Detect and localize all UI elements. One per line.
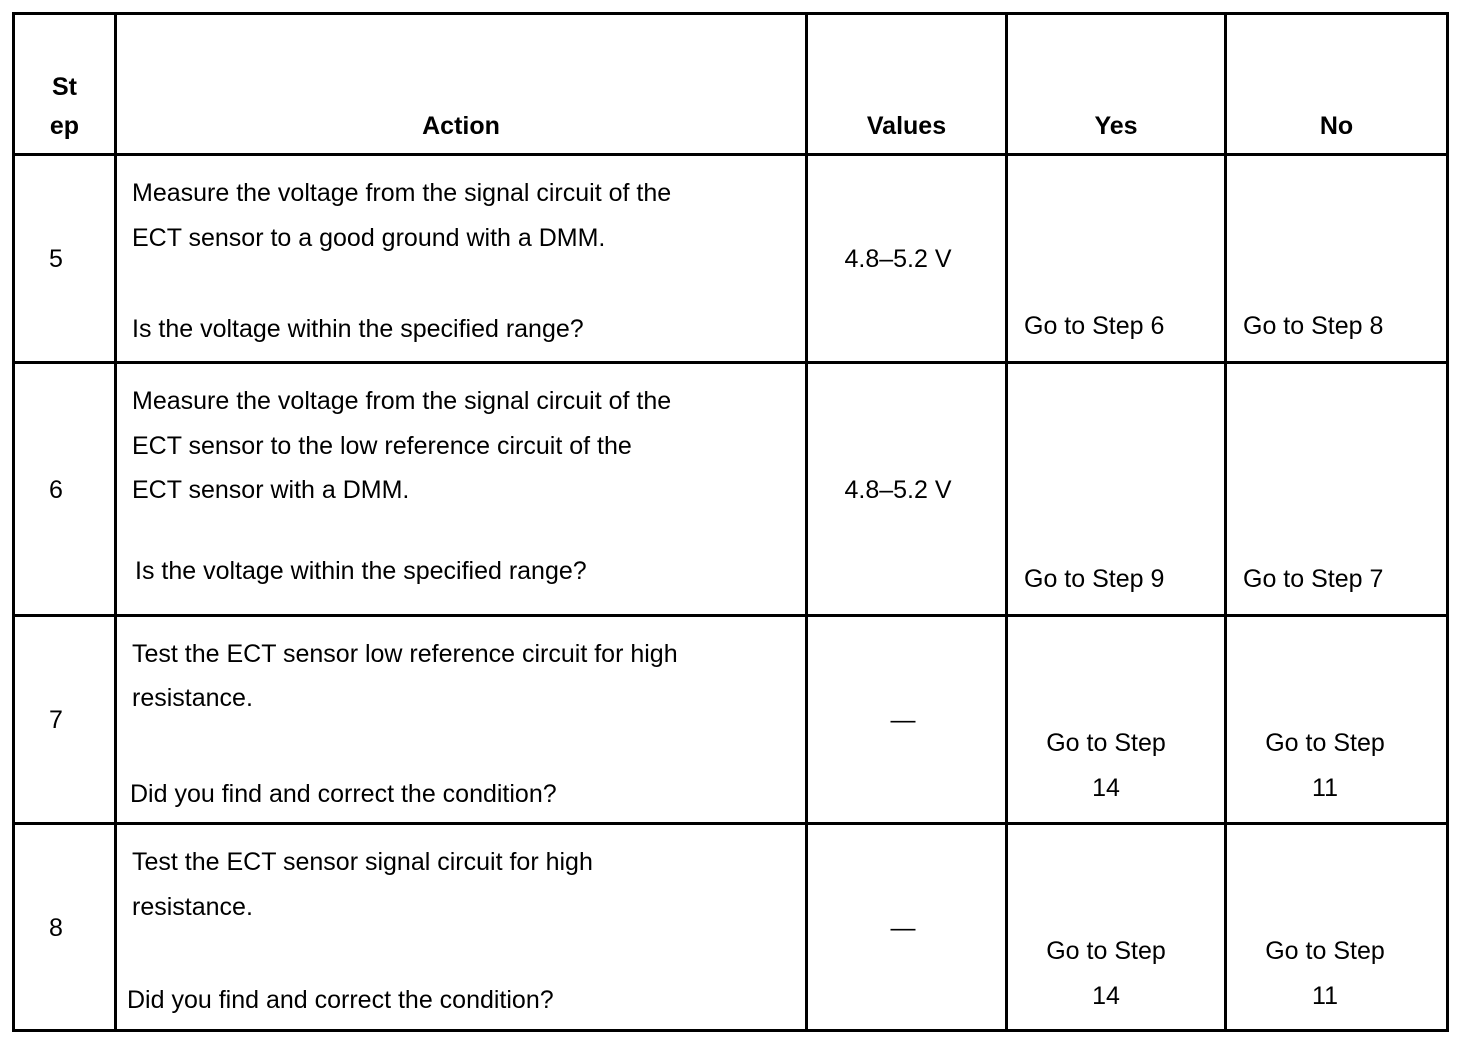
- row-5-action-line1: Measure the voltage from the signal circuit of the: [132, 179, 672, 207]
- row-5-action-line2: ECT sensor to a good ground with a DMM.: [132, 224, 606, 252]
- row-6-step: 6: [49, 476, 63, 504]
- row-8-action-line1: Test the ECT sensor signal circuit for high: [132, 848, 593, 876]
- row-5-value: 4.8–5.2 V: [844, 245, 952, 273]
- row-divider-6-7: [12, 614, 1449, 617]
- row-7-no-line2: 11: [1312, 774, 1338, 802]
- row-8-question: Did you find and correct the condition?: [127, 986, 554, 1014]
- header-no: No: [1319, 112, 1354, 140]
- column-divider-values-yes: [1005, 12, 1008, 1032]
- row-7-action-line2: resistance.: [132, 684, 253, 712]
- row-7-no-line1: Go to Step: [1265, 729, 1385, 757]
- row-8-no-line1: Go to Step: [1265, 937, 1385, 965]
- row-5-question: Is the voltage within the specified range?: [132, 315, 584, 343]
- row-5-yes: Go to Step 6: [1024, 312, 1165, 340]
- header-step-line2: ep: [49, 112, 80, 140]
- row-8-no-line2: 11: [1312, 982, 1338, 1010]
- row-8-yes-line2: 14: [1092, 982, 1120, 1010]
- table-border-bottom: [12, 1029, 1449, 1032]
- row-6-no: Go to Step 7: [1243, 565, 1384, 593]
- row-7-value-dash: —: [890, 706, 916, 734]
- column-divider-action-values: [805, 12, 808, 1032]
- header-values: Values: [866, 112, 947, 140]
- row-5-step: 5: [49, 245, 63, 273]
- row-8-value-dash: —: [890, 914, 916, 942]
- row-6-yes: Go to Step 9: [1024, 565, 1165, 593]
- column-divider-yes-no: [1224, 12, 1227, 1032]
- row-5-no: Go to Step 8: [1243, 312, 1384, 340]
- table-border-left: [12, 12, 15, 1032]
- column-divider-step-action: [114, 12, 117, 1032]
- row-7-yes-line1: Go to Step: [1046, 729, 1166, 757]
- row-6-action-line2: ECT sensor to the low reference circuit of the: [132, 432, 632, 460]
- header-yes: Yes: [1094, 112, 1138, 140]
- row-7-step: 7: [49, 706, 63, 734]
- header-action: Action: [422, 112, 500, 140]
- row-6-value: 4.8–5.2 V: [844, 476, 952, 504]
- row-8-yes-line1: Go to Step: [1046, 937, 1166, 965]
- row-8-action-line2: resistance.: [132, 893, 253, 921]
- row-8-step: 8: [49, 914, 63, 942]
- row-divider-5-6: [12, 361, 1449, 364]
- row-6-action-line3: ECT sensor with a DMM.: [132, 476, 410, 504]
- row-7-action-line1: Test the ECT sensor low reference circuit for high: [132, 640, 678, 668]
- table-border-right: [1446, 12, 1449, 1032]
- row-6-question: Is the voltage within the specified range?: [135, 557, 587, 585]
- table-border-top: [12, 12, 1449, 15]
- header-row-divider: [12, 153, 1449, 156]
- header-step-line1: St: [52, 73, 77, 101]
- row-6-action-line1: Measure the voltage from the signal circuit of the: [132, 387, 672, 415]
- row-7-question: Did you find and correct the condition?: [130, 780, 557, 808]
- row-divider-7-8: [12, 822, 1449, 825]
- row-7-yes-line2: 14: [1092, 774, 1120, 802]
